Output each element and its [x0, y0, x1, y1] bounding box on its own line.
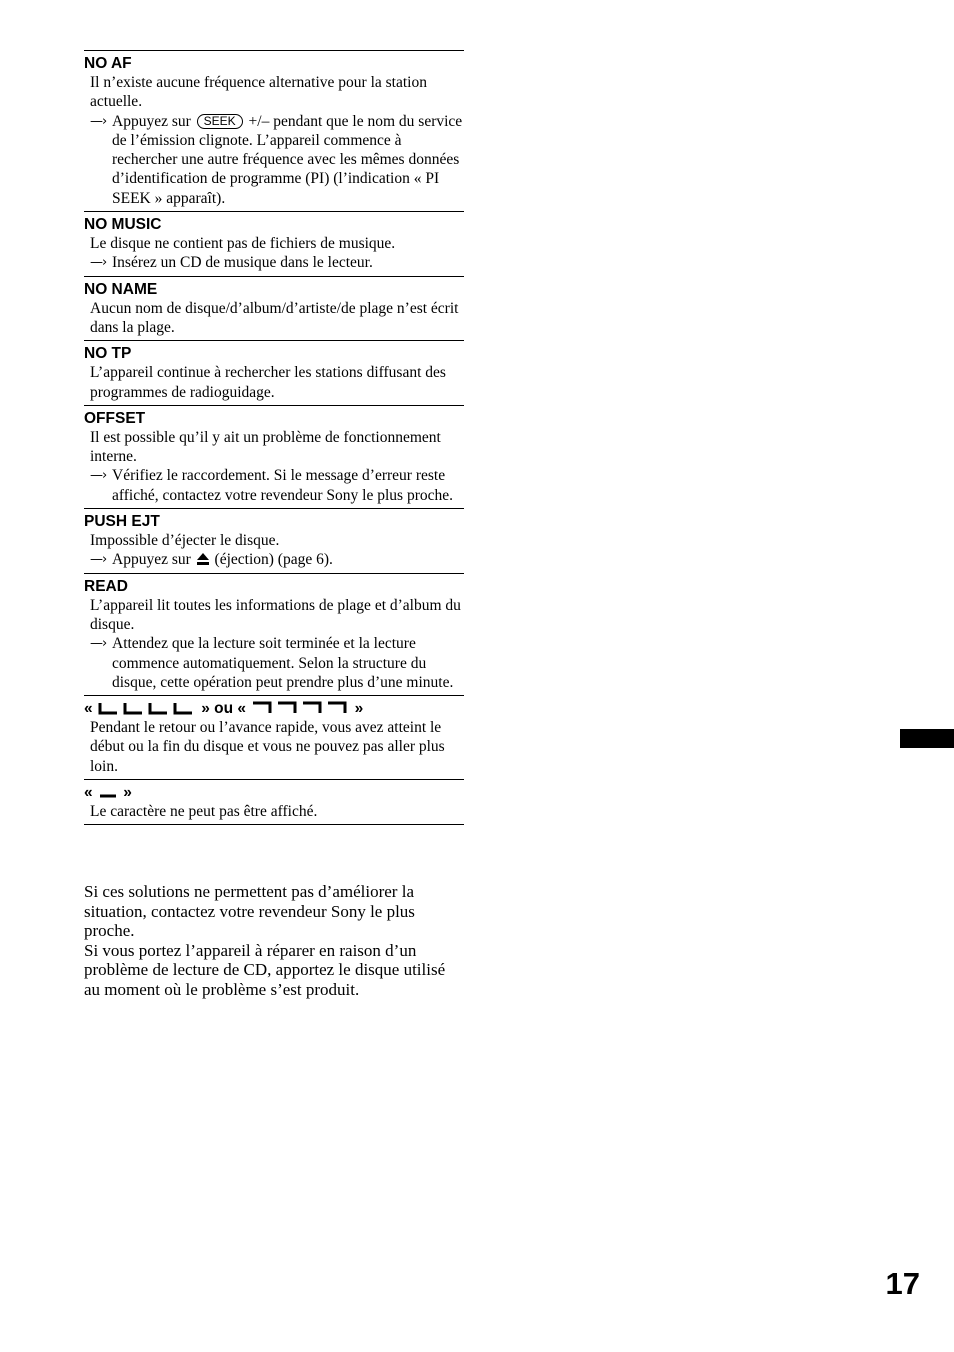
error-message-list [84, 50, 464, 825]
entry-heading: NO MUSIC [84, 216, 162, 234]
remedy-text-before: Appuyez sur [112, 551, 191, 569]
entry-remedy [90, 253, 464, 272]
entry-offset [84, 405, 464, 508]
entry-description: Il n’existe aucune fréquence alternative pour la station actuelle. [90, 74, 427, 111]
entry-remedy [90, 550, 464, 569]
entry-remedy [90, 112, 464, 208]
entry-description: Le disque ne contient pas de fichiers de musique. [90, 235, 396, 253]
entry-heading: NO AF [84, 55, 132, 72]
remedy-text: Insérez un CD de musique dans le lecteur. [112, 254, 373, 272]
entry-description: Pendant le retour ou l’avance rapide, vous avez atteint le début ou la fin du disque et vous ne pouvez pas aller plus loin. [90, 719, 445, 775]
closing-note [84, 882, 464, 999]
entry-heading: « » ou « » [84, 700, 364, 718]
entry-description: L’appareil continue à rechercher les stations diffusant des programmes de radioguidage. [90, 364, 446, 401]
entry-unprintable-character [84, 779, 464, 825]
note-paragraph: Si ces solutions ne permettent pas d’améliorer la situation, contactez votre revendeur Sony le plus proche. [84, 882, 415, 940]
entry-no-music [84, 211, 464, 276]
entry-heading: READ [84, 577, 128, 595]
entry-description: Il est possible qu’il y ait un problème de fonctionnement interne. [90, 428, 441, 466]
section-tab-marker [900, 729, 954, 748]
remedy-text-after: (éjection) (page 6). [214, 551, 333, 569]
seek-key-label: SEEK [197, 114, 243, 129]
upper-segment-glyphs-icon [250, 700, 350, 716]
entry-push-ejt [84, 508, 464, 573]
right-arrow-icon: —› [90, 552, 107, 568]
right-arrow-icon: —› [90, 468, 107, 484]
entry-description: L’appareil lit toutes les informations de plage et d’album du disque. [90, 596, 461, 633]
entry-heading: OFFSET [84, 409, 146, 427]
page-number: 17 [885, 1266, 920, 1301]
entry-heading: NO TP [84, 345, 132, 363]
entry-segment-limits [84, 695, 464, 779]
remedy-text-after: +/– pendant que le nom du service de l’émission clignote. L’appareil commence à rechercher une autre fréquence avec les mêmes données d’identification de programme (PI) (l’indication « PI SEEK » apparaît). [112, 112, 463, 207]
entry-heading: PUSH EJT [84, 513, 160, 531]
remedy-text: Vérifiez le raccordement. Si le message d’erreur reste affiché, contactez votre revendeur Sony le plus proche. [112, 467, 453, 504]
entry-no-af [84, 50, 464, 211]
entry-description: Impossible d’éjecter le disque. [90, 532, 280, 550]
right-arrow-icon: —› [90, 113, 107, 129]
right-arrow-icon: —› [90, 255, 107, 271]
entry-heading: « » [84, 784, 132, 802]
entry-remedy [90, 466, 464, 505]
remedy-text: Attendez que la lecture soit terminée et la lecture commence automatiquement. Selon la structure du disque, cette opération peut prendre plus d’une minute. [112, 635, 454, 691]
entry-description: Aucun nom de disque/d’album/d’artiste/de plage n’est écrit dans la plage. [90, 299, 459, 336]
lower-segment-glyphs-icon [97, 700, 197, 716]
entry-no-name [84, 276, 464, 341]
remedy-text-before: Appuyez sur [112, 112, 191, 130]
eject-icon [197, 553, 209, 565]
entry-read [84, 573, 464, 695]
right-arrow-icon: —› [90, 636, 107, 652]
entry-heading: NO NAME [84, 280, 158, 298]
underscore-glyph-icon [97, 784, 119, 800]
entry-no-tp [84, 340, 464, 405]
entry-description: Le caractère ne peut pas être affiché. [90, 803, 318, 821]
entry-remedy [90, 634, 464, 692]
note-paragraph: Si vous portez l’appareil à réparer en raison d’un problème de lecture de CD, apportez le disque utilisé au moment où le problème s’est produit. [84, 940, 446, 999]
